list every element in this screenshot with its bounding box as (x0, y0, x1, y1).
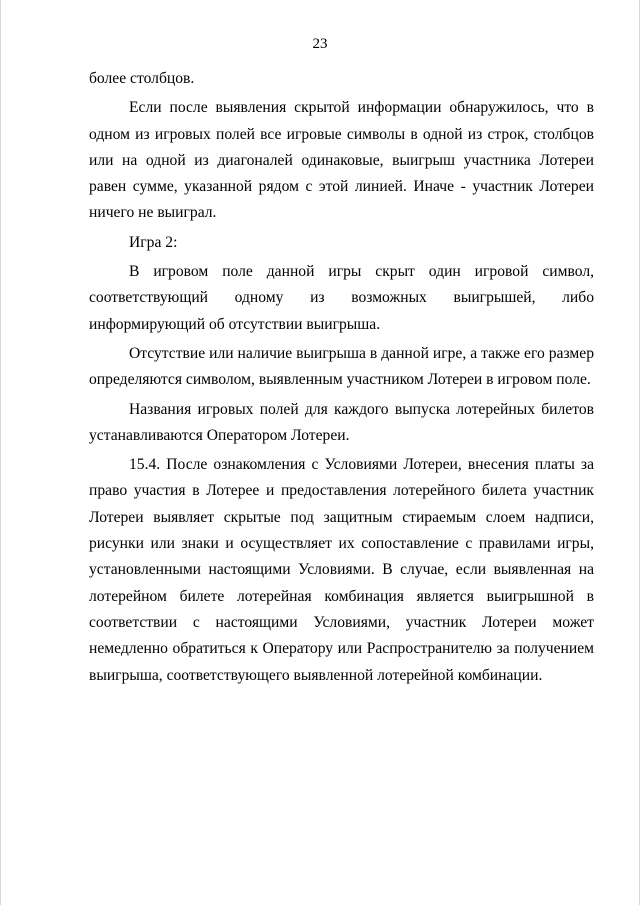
paragraph-win-determination: Отсутствие или наличие выигрыша в данной игре, а также его размер определяются символом, выявленным участником Лотереи в игровом поле. (89, 344, 594, 389)
document-body (89, 66, 594, 689)
paragraph-game-2-field: В игровом поле данной игры скрыт один игровой символ, соответствующий одному из возможных выигрышей, либо информирующий об отсутствии выигрыша. (89, 263, 594, 333)
paragraph-continuation: более столбцов. (89, 70, 195, 87)
page-number: 23 (312, 36, 328, 52)
paragraph-hidden-info-result: Если после выявления скрытой информации обнаружилось, что в одном из игровых полей все игровые символы в одной из строк, столбцов или на одной из диагоналей одинаковые, выигрыш участника Лотереи равен сумме, указанной рядом с этой линией. Иначе - участник Лотереи ничего не выиграл. (89, 99, 594, 222)
paragraph-game-2-heading: Игра 2: (129, 233, 178, 251)
paragraph-field-names: Названия игровых полей для каждого выпуска лотерейных билетов устанавливаются Оператором Лотереи. (89, 400, 594, 444)
paragraph-section-15-4: 15.4. После ознакомления с Условиями Лотереи, внесения платы за право участия в Лотерее и предоставления лотерейного билета участник Лотереи выявляет скрытые под защитным стираемым слоем надписи, рисунки или знаки и осуществляет их сопоставление с правилами игры, установленными настоящими Условиями. В случае, если выявленная на лотерейном билете лотерейная комбинация является выигрышной в соответствии с настоящими Условиями, участник Лотереи может немедленно обратиться к Оператору или Распространителю за получением выигрыша, соответствующего выявленной лотерейной комбинации. (89, 456, 594, 684)
